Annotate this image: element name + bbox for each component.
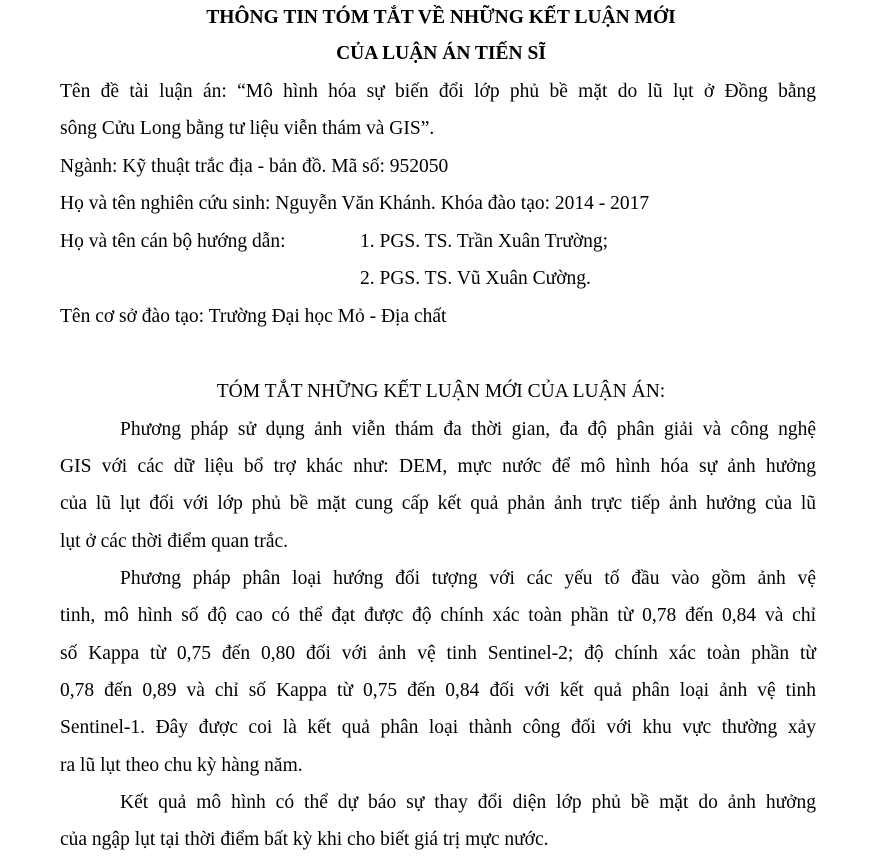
p2-line-2: tinh, mô hình số độ cao có thể đạt được độ chính xác toàn phần từ 0,78 đến 0,84 và chỉ	[60, 605, 816, 626]
institution-line: Tên cơ sở đào tạo: Trường Đại học Mỏ - Địa chất	[60, 306, 447, 327]
student-line: Họ và tên nghiên cứu sinh: Nguyễn Văn Khánh. Khóa đào tạo: 2014 - 2017	[60, 193, 650, 214]
p1-line-3: của lũ lụt đối với lớp phủ bề mặt cung cấp kết quả phản ảnh trực tiếp ảnh hưởng của lũ	[60, 493, 816, 514]
topic-line-2: sông Cửu Long bằng tư liệu viễn thám và GIS”.	[60, 118, 435, 139]
p3-line-2: của ngập lụt tại thời điểm bất kỳ khi cho biết giá trị mực nước.	[60, 829, 549, 850]
major-line: Ngành: Kỹ thuật trắc địa - bản đồ. Mã số: 952050	[60, 156, 449, 177]
p2-line-3: số Kappa từ 0,75 đến 0,80 đối với ảnh vệ tinh Sentinel-2; độ chính xác toàn phần từ	[60, 643, 816, 664]
supervisor-2: 2. PGS. TS. Vũ Xuân Cường.	[360, 268, 591, 289]
p3-line-1: Kết quả mô hình có thể dự báo sự thay đổi diện lớp phủ bề mặt do ảnh hưởng	[120, 792, 816, 813]
p1-line-1: Phương pháp sử dụng ảnh viễn thám đa thời gian, đa độ phân giải và công nghệ	[120, 419, 816, 440]
supervisor-1: 1. PGS. TS. Trần Xuân Trường;	[360, 231, 609, 252]
summary-heading: TÓM TẮT NHỮNG KẾT LUẬN MỚI CỦA LUẬN ÁN:	[216, 381, 666, 402]
title-line-2: CỦA LUẬN ÁN TIẾN SĨ	[336, 43, 546, 64]
p2-line-5: Sentinel-1. Đây được coi là kết quả phân loại thành công đối với khu vực thường xảy	[60, 717, 816, 738]
supervisor-label: Họ và tên cán bộ hướng dẫn:	[60, 231, 286, 252]
p2-line-6: ra lũ lụt theo chu kỳ hàng năm.	[60, 755, 303, 776]
title-line-1: THÔNG TIN TÓM TẮT VỀ NHỮNG KẾT LUẬN MỚI	[206, 7, 676, 28]
p2-line-4: 0,78 đến 0,89 và chỉ số Kappa từ 0,75 đến 0,84 đối với kết quả phân loại ảnh vệ tinh	[60, 680, 816, 701]
p1-line-2: GIS với các dữ liệu bổ trợ khác như: DEM, mực nước để mô hình hóa sự ảnh hưởng	[60, 456, 816, 477]
topic-line-1: Tên đề tài luận án: “Mô hình hóa sự biến đổi lớp phủ bề mặt do lũ lụt ở Đồng bằng	[60, 81, 816, 102]
p1-line-4: lụt ở các thời điểm quan trắc.	[60, 531, 289, 552]
p2-line-1: Phương pháp phân loại hướng đối tượng với các yếu tố đầu vào gồm ảnh vệ	[120, 568, 816, 589]
